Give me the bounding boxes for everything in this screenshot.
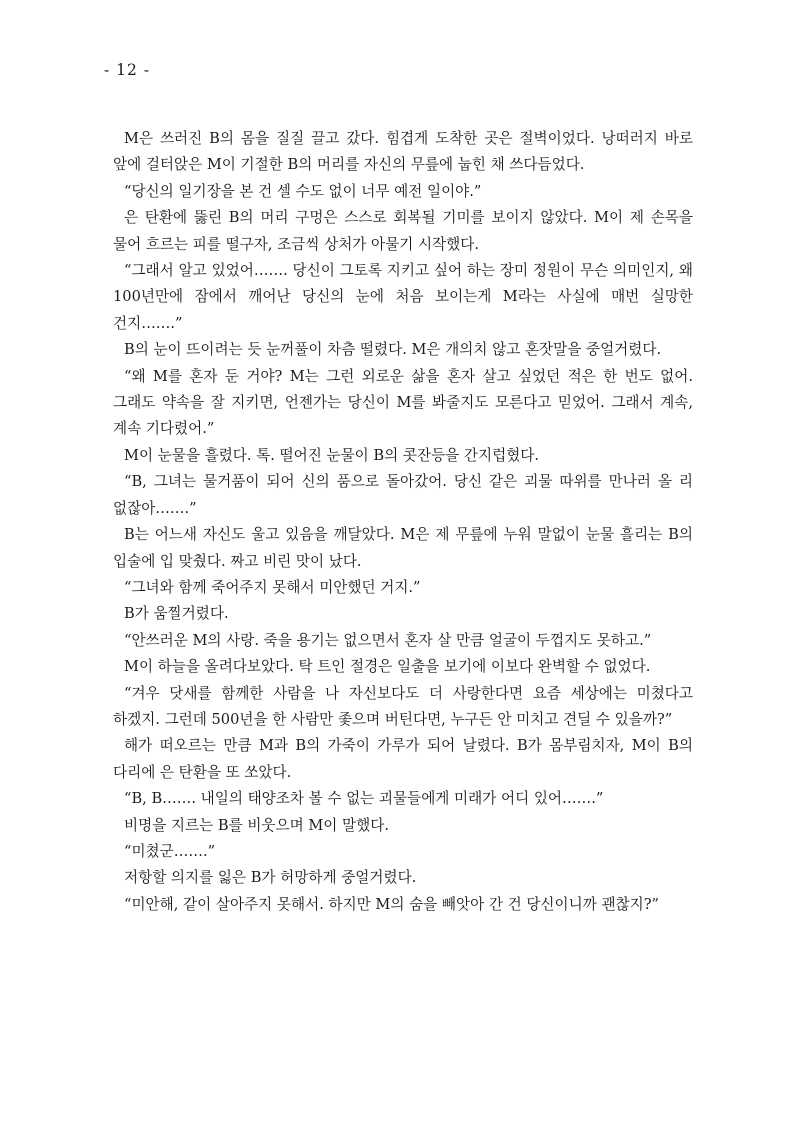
paragraph: “미안해, 같이 살아주지 못해서. 하지만 M의 숨을 빼앗아 간 건 당신이니까 괜찮지?” [124,895,660,913]
paragraph: B의 눈이 뜨이려는 듯 눈꺼풀이 차츰 떨렸다. M은 개의치 않고 혼잣말을 중얼거렸다. [124,341,662,359]
paragraph: B가 움찔거렸다. [124,605,229,623]
paragraph: M이 하늘을 올려다보았다. 탁 트인 절경은 일출을 보기에 이보다 완벽할 수 없었다. [124,658,651,676]
paragraph: “안쓰러운 M의 사랑. 죽을 용기는 없으면서 혼자 살 만큼 얼굴이 두껍지도 못하고.” [124,631,652,649]
body-text [113,126,693,918]
paragraph: “당신의 일기장을 본 건 셀 수도 없이 너무 예전 일이야.” [124,182,482,200]
page-number: - 12 - [104,61,151,79]
paragraph: “B, B……. 내일의 태양조차 볼 수 없는 괴물들에게 미래가 어디 있어…….” [124,790,604,808]
paragraph: 비명을 지르는 B를 비웃으며 M이 말했다. [124,816,389,834]
paragraph: M이 눈물을 흘렸다. 톡. 떨어진 눈물이 B의 콧잔등을 간지럽혔다. [124,446,540,464]
paragraph: “왜 M를 혼자 둔 거야? M는 그런 외로운 삶을 혼자 살고 싶었던 적은 한 번도 없어. 그래도 약속을 잘 지키면, 언젠가는 당신이 M를 봐줄지도 모른다고 믿었어. 그래서 계속, 계속 기다렸어.” [113,367,693,438]
paragraph: “미쳤군…….” [124,842,216,860]
paragraph: “그래서 알고 있었어……. 당신이 그토록 지키고 싶어 하는 장미 정원이 무슨 의미인지, 왜 100년만에 잠에서 깨어난 당신의 눈에 처음 보이는게 M라는 사실에 매번 실망한 건지…….” [113,262,693,332]
paragraph: B는 어느새 자신도 울고 있음을 깨달았다. M은 제 무릎에 누워 말없이 눈물 흘리는 B의 입술에 입 맞췄다. 짜고 비린 맛이 났다. [113,526,693,570]
paragraph: “겨우 닷새를 함께한 사람을 나 자신보다도 더 사랑한다면 요즘 세상에는 미쳤다고 하겠지. 그런데 500년을 한 사람만 좇으며 버틴다면, 누구든 안 미치고 견딜 수 있을까?” [113,684,693,728]
paragraph: “그녀와 함께 죽어주지 못해서 미안했던 거지.” [124,578,421,596]
paragraph: M은 쓰러진 B의 몸을 질질 끌고 갔다. 힘겹게 도착한 곳은 절벽이었다. 낭떠러지 바로 앞에 걸터앉은 M이 기절한 B의 머리를 자신의 무릎에 눕힌 채 쓰다듬었다. [113,130,693,174]
paragraph: “B, 그녀는 물거품이 되어 신의 품으로 돌아갔어. 당신 같은 괴물 따위를 만나러 올 리 없잖아…….” [113,473,693,517]
paragraph: 은 탄환에 뚫린 B의 머리 구멍은 스스로 회복될 기미를 보이지 않았다. M이 제 손목을 물어 흐르는 피를 떨구자, 조금씩 상처가 아물기 시작했다. [113,209,693,253]
paragraph: 저항할 의지를 잃은 B가 허망하게 중얼거렸다. [124,869,417,887]
paragraph: 해가 떠오르는 만큼 M과 B의 가죽이 가루가 되어 날렸다. B가 몸부림치자, M이 B의 다리에 은 탄환을 또 쏘았다. [113,737,693,781]
